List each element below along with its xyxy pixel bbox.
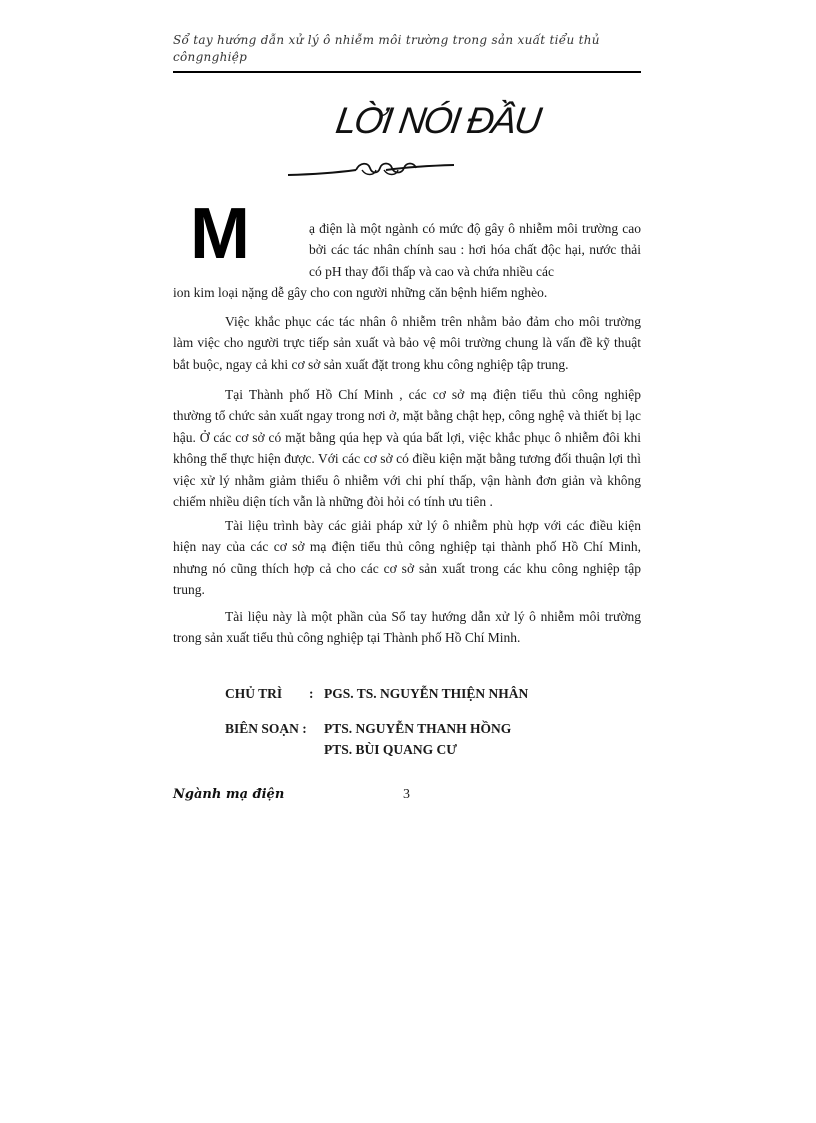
drop-cap: M bbox=[190, 194, 250, 274]
paragraph-2: Việc khắc phục các tác nhân ô nhiễm trên nhằm bảo đảm cho môi trường làm việc cho người trực tiếp sản xuất và bảo vệ môi trường chung là vấn đề kỹ thuật bắt buộc, ngay cả khi cơ sở sản xuất đặt trong khu công nghiệp tập trung. bbox=[173, 314, 641, 372]
intro-paragraph-tail: ion kim loại nặng dễ gây cho con người những căn bệnh hiểm nghèo. bbox=[173, 285, 548, 300]
credits-block bbox=[225, 683, 528, 760]
editor-name: PTS. BÙI QUANG CƯ bbox=[324, 742, 458, 757]
running-header: Sổ tay hướng dẫn xử lý ô nhiễm môi trường trong sản xuất tiểu thủ côngnghiệp bbox=[173, 33, 600, 64]
page-number: 3 bbox=[403, 787, 410, 802]
chair-name: PGS. TS. NGUYỄN THIỆN NHÂN bbox=[324, 686, 529, 701]
intro-paragraph: ạ điện là một ngành có mức độ gây ô nhiễm môi trường cao bởi các tác nhân chính sau : hơi hóa chất độc hại, nước thải có pH thay đổi thấp và cao và chứa nhiều các bbox=[309, 221, 641, 279]
chair-label: CHỦ TRÌ bbox=[225, 686, 283, 701]
footer-section-title: Ngành mạ điện bbox=[173, 787, 285, 802]
header-rule bbox=[173, 71, 641, 73]
paragraph-3: Tại Thành phố Hồ Chí Minh , các cơ sở mạ điện tiểu thủ công nghiệp thường tổ chức sản xuất ngay trong nơi ở, mặt bằng chật hẹp, công nghệ và thiết bị lạc hậu. Ở các cơ sở có mặt bằng qúa hẹp và qúa bất lợi, việc khắc phục ô nhiễm đôi khi không thể thực hiện được. Với các cơ sở có điều kiện mặt bằng tương đối thuận lợi thì việc xử lý nhằm giảm thiểu ô nhiễm với chi phí thấp, vận hành đơn giản và không chiếm nhiều diện tích vẫn là những đòi hỏi có tính ưu tiên . bbox=[173, 387, 641, 510]
decorative-flourish-icon bbox=[286, 158, 456, 182]
editor-name: PTS. NGUYỄN THANH HỒNG bbox=[324, 721, 512, 736]
credit-editor-row bbox=[225, 718, 528, 760]
credit-chair-row bbox=[225, 683, 528, 704]
editor-label: BIÊN SOẠN : bbox=[225, 721, 307, 736]
chair-colon: : bbox=[309, 686, 314, 701]
page-title: LỜI NÓI ĐẦU bbox=[333, 100, 543, 141]
paragraph-5: Tài liệu này là một phần của Sổ tay hướng dẫn xử lý ô nhiễm môi trường trong sản xuất tiểu thủ công nghiệp tại Thành phố Hồ Chí Minh. bbox=[173, 609, 641, 646]
paragraph-4: Tài liệu trình bày các giải pháp xử lý ô nhiễm phù hợp với các điều kiện hiện nay của các cơ sở mạ điện tiểu thủ công nghiệp tại thành phố Hồ Chí Minh, nhưng nó cũng thích hợp cả cho các cơ sở sản xuất trong các khu công nghiệp tập trung. bbox=[173, 518, 641, 598]
